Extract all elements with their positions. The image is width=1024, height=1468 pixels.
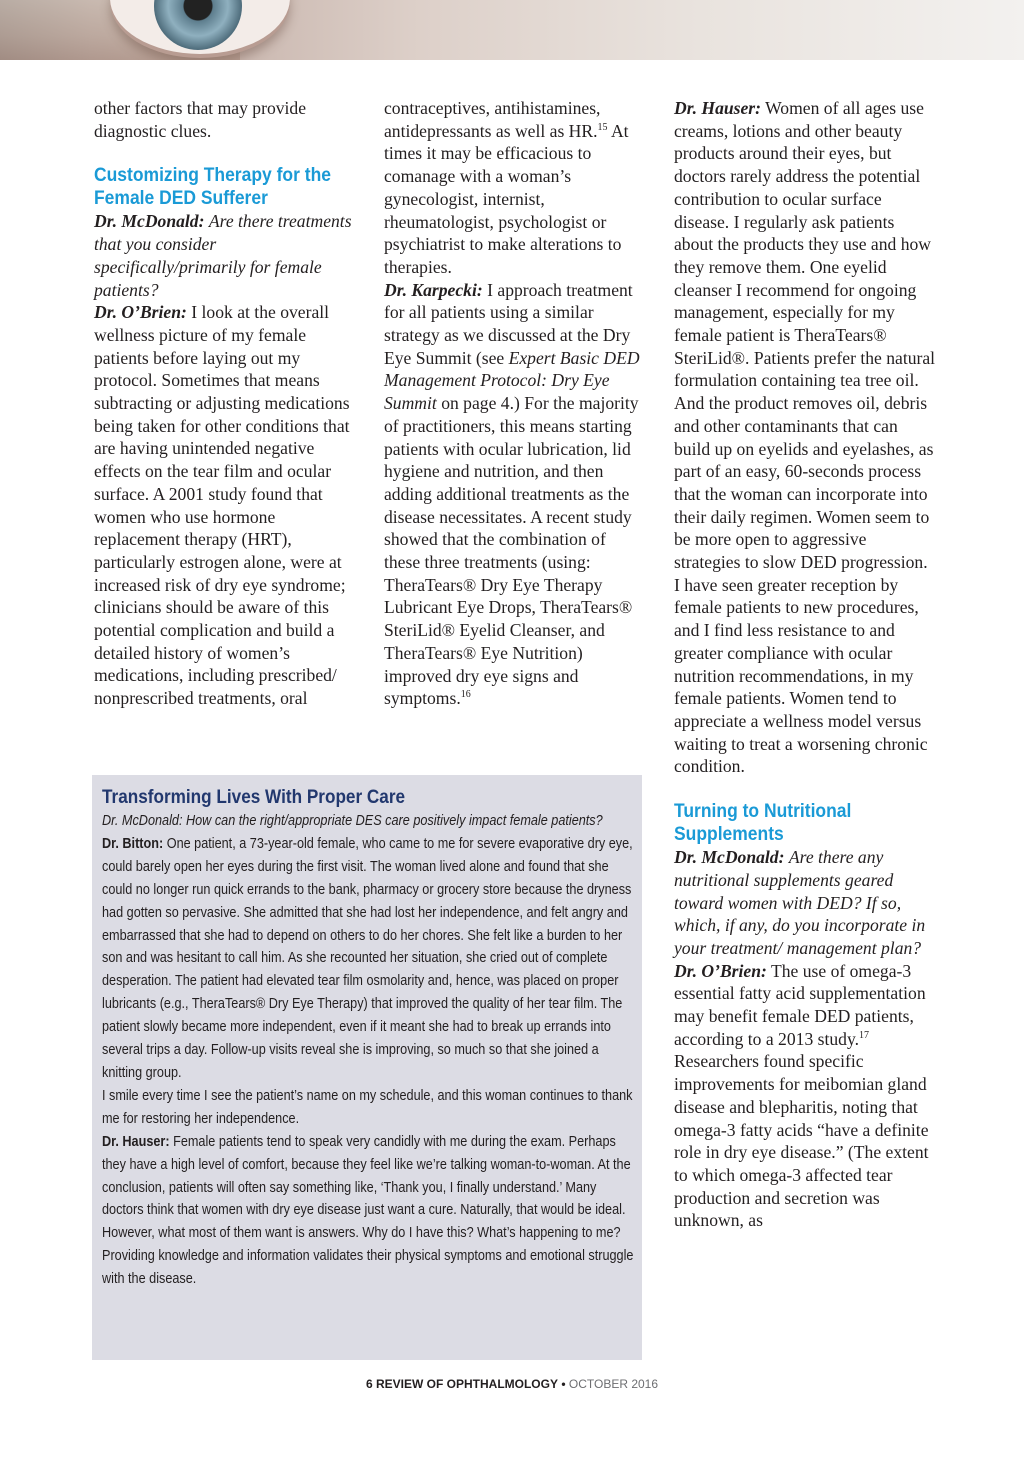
answer: Dr. O’Brien: The use of omega-3 essential fatty acid supplementation may benefit female DED patients, according to a 2013 study.$^{17}$ Researchers found specific improvements for meibomian gland disease and blepharitis, noting that omega-3 fatty acids “have a definite role in dry eye disease.” (The extent to which omega-3 affected tear production and secretion was unknown, as: [674, 960, 929, 1231]
sidebar-box: [92, 775, 642, 1360]
page-number: 6: [365, 1377, 373, 1391]
footer-bullet: •: [561, 1377, 566, 1391]
column-1: [94, 97, 356, 710]
paragraph: other factors that may provide diagnostic clues.: [94, 98, 307, 141]
section-heading: Customizing Therapy for the Female DED Sufferer: [94, 165, 331, 210]
header-eye-image: [0, 0, 1024, 60]
question: Dr. McDonald: Are there treatments that you consider specifically/primarily for female patients?: [94, 211, 352, 300]
answer: Dr. Hauser: Women of all ages use creams, lotions and other beauty products around their eyes, but doctors rarely address the potential contribution to ocular surface disease. I regularly ask patients about the products they use and how they remove them. One eyelid cleanser I recommend for ongoing management, especially for my female patient is TheraTears® SteriLid®. Patients prefer the natural formulation containing tea tree oil. And the product removes oil, debris and other contaminants that can build up on eyelids and eyelashes, as part of an easy, 60-seconds process that the woman can incorporate into their daily regimen. Women seem to be more open to aggressive strategies to slow DED progression. I have seen greater reception by female patients to new procedures, and I find less resistance to and greater compliance with ocular nutrition recommendations, in my female patients. Women tend to appreciate a wellness model versus waiting to treat a worsening chronic condition.: [674, 98, 936, 777]
sidebar-answer: Dr. Hauser: Female patients tend to speak very candidly with me during the exam. Perhaps they have a high level of comfort, because they feel like we’re talking woman-to-woman. At the conclusion, patients will often say something like, ‘Thank you, I finally understand.’ Many doctors think that women with dry eye disease just want a cure. Naturally, that would be ideal. However, what most of them want is answers. Why do I have this? What’s happening to me? Providing knowledge and information validates their physical symptoms and emotional struggle with the disease.: [102, 1133, 634, 1288]
section-heading: Turning to Nutritional Supplements: [674, 801, 852, 846]
sidebar-answer: Dr. Bitton: One patient, a 73-year-old female, who came to me for severe evaporative dry eye, could barely open her eyes during the first visit. The woman lived alone and found that she could no longer run quick errands to the bank, pharmacy or grocery store because the dryness had gotten so pervasive. She admitted that she had lost her independence, and felt angry and embarrassed that she had to depend on others to do her chores. She felt like a burden to her son and was hesitant to call him. As she recounted her situation, she cried out of complete desperation. The patient had elevated tear film osmolarity and, hence, was placed on proper lubricants (e.g., TheraTears® Dry Eye Therapy) that improved the quality of her tear film. The patient slowly became more independent, even if it meant she had to break up errands into several trips a day. Follow-up visits reveal she is improving, so much so that she joined a knitting group.: [102, 835, 633, 1081]
sidebar-title: Transforming Lives With Proper Care: [102, 786, 406, 808]
sidebar-question: Dr. McDonald: How can the right/appropriate DES care positively impact female patients?: [102, 813, 603, 829]
page-footer: [0, 1377, 1024, 1391]
column-3: [674, 97, 936, 1232]
column-2: [384, 97, 646, 710]
answer: Dr. O’Brien: I look at the overall wellness picture of my female patients before laying out my protocol. Sometimes that means subtracting or adjusting medications being taken for other conditions that are having unintended negative effects on the tear film and ocular surface. A 2001 study found that women who use hormone replacement therapy (HRT), particularly estrogen alone, were at increased risk of dry eye syndrome; clinicians should be aware of this potential complication and build a detailed history of women’s medications, including prescribed/ nonprescribed treatments, oral: [94, 302, 350, 709]
question: Dr. McDonald: Are there any nutritional supplements geared toward women with DED? If so, which, if any, do you incorporate in your treatment/ management plan?: [674, 847, 926, 958]
paragraph: contraceptives, antihistamines, antidepressants as well as HR.$^{15}$ At times it may be efficacious to comanage with a woman’s gynecologist, internist, rheumatologist, psychologist or psychiatrist to make alterations to therapies.: [384, 98, 629, 277]
answer: Dr. Karpecki: I approach treatment for all patients using a similar strategy as we discussed at the Dry Eye Summit (see Expert Basic DED Management Protocol: Dry Eye Summit on page 4.) For the majority of practitioners, this means starting patients with ocular lubrication, lid hygiene and nutrition, and then adding additional treatments as the disease necessitates. A recent study showed that the combination of these three treatments (using: TheraTears® Dry Eye Therapy Lubricant Eye Drops, TheraTears® SteriLid® Eyelid Cleanser, and TheraTears® Eye Nutrition) improved dry eye signs and symptoms.$^{16}$: [384, 279, 640, 709]
publication-name: REVIEW OF OPHTHALMOLOGY: [375, 1377, 558, 1391]
sidebar-answer: I smile every time I see the patient’s name on my schedule, and this woman continues to thank me for restoring her independence.: [102, 1087, 633, 1127]
issue-date: OCTOBER 2016: [568, 1377, 659, 1391]
